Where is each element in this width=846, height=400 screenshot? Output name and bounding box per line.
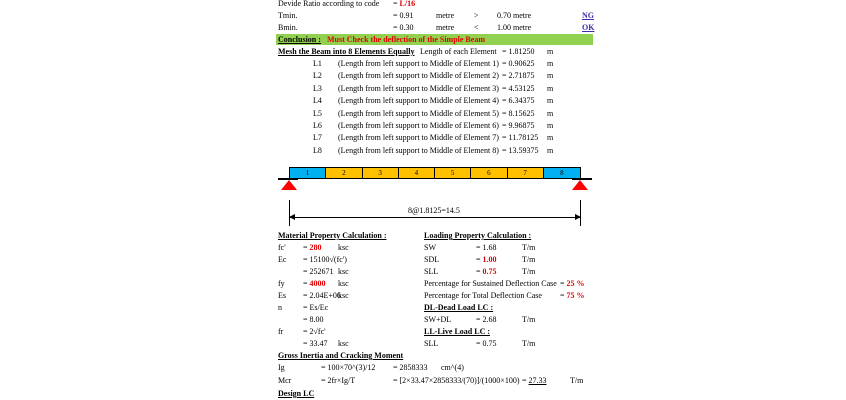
mesh-row-unit: m (547, 83, 554, 93)
swdl-label: SW+DL (424, 315, 452, 324)
mesh-row-desc: (Length from left support to Middle of Element 4) (338, 96, 499, 106)
left-support-icon (281, 180, 297, 190)
loading-title: Loading Property Calculation : (424, 231, 532, 240)
material-title: Material Property Calculation : (278, 231, 387, 240)
beam-element: 6 (471, 168, 507, 178)
mesh-row-value: = 6.34375 (502, 96, 535, 106)
tmin-op: > (474, 11, 479, 20)
ig-value: = 2858333 (393, 363, 428, 372)
pct-sustained-label: Percentage for Sustained Deflection Case (424, 279, 557, 288)
fy-value: = 4000 (303, 279, 326, 288)
sw-label: SW (424, 243, 436, 252)
mesh-row-value: = 8.15625 (502, 108, 535, 118)
bmin-compare: 1.00 metre (497, 23, 532, 32)
mesh-length-label: Length of each Element (420, 47, 497, 56)
sll2-unit: T/m (522, 339, 536, 348)
mesh-row-label: L1 (313, 59, 322, 68)
mcr-calc: = [2×33.47×2858333/(70)]/(1000×100) (393, 376, 520, 385)
mesh-length-unit: m (547, 47, 554, 56)
mesh-row-value: = 4.53125 (502, 83, 535, 93)
es-label: Es (278, 291, 286, 300)
conclusion-label: Conclusion : (278, 35, 321, 44)
mesh-row-value: = 2.71875 (502, 71, 535, 81)
dimension-line (290, 217, 580, 218)
n-formula: = Es/Ec (303, 303, 329, 312)
beam-diagram (289, 167, 581, 179)
fr-value: = 33.47 (303, 339, 328, 348)
pct-total-value: = 75 % (560, 291, 585, 300)
conclusion-text: Must Check the deflection of the Simple Beam (327, 35, 485, 44)
ratio-label: Devide Ratio according to code (278, 0, 380, 8)
mesh-row-unit: m (547, 133, 554, 143)
mesh-row-label: L6 (313, 121, 322, 130)
dim-left-tick (289, 200, 290, 226)
tmin-status-link[interactable]: NG (582, 11, 594, 20)
dimension-label: 8@1.8125=14.5 (408, 206, 460, 215)
bmin-label: Bmin. (278, 23, 298, 32)
bmin-value: = 0.30 (393, 23, 414, 32)
sll2-value: = 0.75 (476, 339, 497, 348)
fy-unit: ksc (338, 279, 349, 288)
mesh-row-unit: m (547, 145, 554, 155)
mesh-row-desc: (Length from left support to Middle of Element 7) (338, 133, 499, 143)
tmin-compare: 0.70 metre (497, 11, 532, 20)
mesh-row-unit: m (547, 121, 554, 130)
dim-left-arrow-icon (289, 214, 295, 220)
sll2-label: SLL (424, 339, 439, 348)
bmin-op: < (474, 23, 479, 32)
sw-unit: T/m (522, 243, 536, 252)
fc-value: = 280 (303, 243, 322, 252)
right-support-icon (572, 180, 588, 190)
mesh-title: Mesh the Beam into 8 Elements Equally (278, 47, 415, 56)
bmin-unit: metre (436, 23, 455, 32)
sll-label: SLL (424, 267, 439, 276)
mesh-row-desc: (Length from left support to Middle of Element 3) (338, 83, 499, 93)
mesh-row-desc: (Length from left support to Middle of Element 6) (338, 121, 499, 130)
sll-value: = 0.75 (476, 267, 497, 276)
beam-element: 2 (326, 168, 362, 178)
mesh-row-desc: (Length from left support to Middle of Element 2) (338, 71, 499, 81)
mesh-row-desc: (Length from left support to Middle of Element 1) (338, 59, 499, 68)
ec-unit: ksc (338, 267, 349, 276)
mcr-value: = 27.33 (522, 376, 547, 385)
mesh-row-value: = 9.96875 (502, 121, 535, 130)
mesh-row-unit: m (547, 108, 554, 118)
n-label: n (278, 303, 282, 312)
ec-label: Ec (278, 255, 287, 264)
fc-unit: ksc (338, 243, 349, 252)
inertia-title: Gross Inertia and Cracking Moment (278, 351, 404, 360)
mesh-row-unit: m (547, 59, 554, 68)
mesh-row-label: L3 (313, 83, 322, 93)
swdl-value: = 2.68 (476, 315, 497, 324)
dim-right-tick (580, 200, 581, 226)
beam-element: 1 (290, 168, 326, 178)
ig-label: Ig (278, 363, 285, 372)
swdl-unit: T/m (522, 315, 536, 324)
mesh-row-label: L2 (313, 71, 322, 81)
es-value: = 2.04E+06 (303, 291, 341, 300)
beam-element: 5 (435, 168, 471, 178)
fy-label: fy (278, 279, 285, 288)
sdl-unit: T/m (522, 255, 536, 264)
beam-element: 8 (544, 168, 580, 178)
mesh-row-unit: m (547, 96, 554, 106)
ig-unit: cm^(4) (441, 363, 464, 372)
mesh-row-label: L4 (313, 96, 322, 106)
mesh-row-value: = 11.78125 (502, 133, 539, 143)
ec-formula: = 15100√(fc') (303, 255, 347, 264)
tmin-value: = 0.91 (393, 11, 414, 20)
mesh-row-label: L7 (313, 133, 322, 143)
fr-unit: ksc (338, 339, 349, 348)
beam-element: 4 (399, 168, 435, 178)
mesh-row-value: = 13.59375 (502, 145, 539, 155)
dl-title: DL-Dead Load LC : (424, 303, 494, 312)
mesh-length-value: = 1.81250 (502, 47, 535, 56)
tmin-label: Tmin. (278, 11, 298, 20)
fr-formula: = 2√fc' (303, 327, 326, 336)
mcr-unit: T/m (570, 376, 584, 385)
fc-label: fc' (278, 243, 286, 252)
sdl-label: SDL (424, 255, 440, 264)
mesh-row-desc: (Length from left support to Middle of Element 8) (338, 145, 499, 155)
tmin-unit: metre (436, 11, 455, 20)
pct-total-label: Percentage for Total Deflection Case (424, 291, 542, 300)
n-value: = 8.00 (303, 315, 324, 324)
ratio-eq: = L/16 (393, 0, 416, 8)
sdl-value: = 1.00 (476, 255, 497, 264)
pct-sustained-value: = 25 % (560, 279, 585, 288)
dim-right-arrow-icon (575, 214, 581, 220)
bmin-status-link[interactable]: OK (582, 23, 595, 32)
beam-element: 3 (363, 168, 399, 178)
mcr-label: Mcr (278, 376, 292, 385)
design-lc-title: Design LC (278, 389, 315, 398)
ec-value: = 252671 (303, 267, 334, 276)
mesh-row-unit: m (547, 71, 554, 81)
ig-formula: = 100×70^(3)/12 (321, 363, 376, 372)
sw-value: = 1.68 (476, 243, 497, 252)
ll-title: LL-Live Load LC : (424, 327, 491, 336)
mcr-formula: = 2fr×Ig/T (321, 376, 356, 385)
fr-label: fr (278, 327, 284, 336)
beam-element: 7 (508, 168, 544, 178)
mesh-row-value: = 0.90625 (502, 59, 535, 68)
mesh-row-label: L8 (313, 145, 322, 155)
mesh-row-desc: (Length from left support to Middle of Element 5) (338, 108, 499, 118)
sll-unit: T/m (522, 267, 536, 276)
es-unit: ksc (338, 291, 349, 300)
mesh-row-label: L5 (313, 108, 322, 118)
